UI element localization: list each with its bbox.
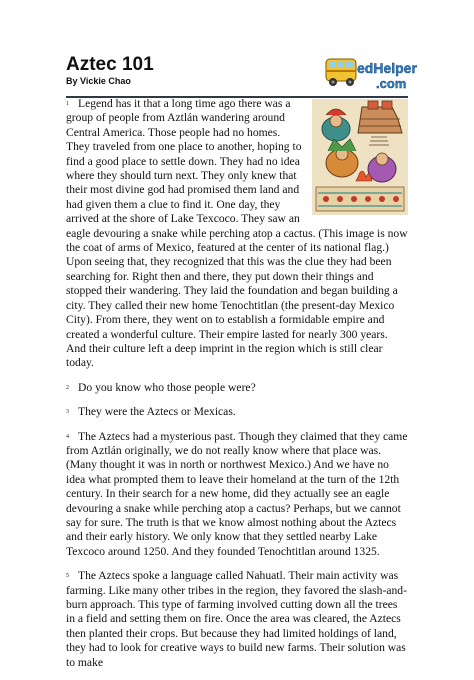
paragraph-number: 2 [66, 384, 69, 391]
paragraph-5 [66, 569, 408, 670]
edhelper-logo [324, 52, 417, 94]
paragraph-number: 4 [66, 433, 69, 440]
paragraph-4 [66, 430, 408, 560]
paragraph-number: 1 [66, 101, 69, 107]
paragraph-text: Legend has it that a long time ago there was a group of people from Aztlán wandering around Central America. Those people had no homes. They traveled from one place to another, hoping to find a good place to settle down. They had no idea where they should turn next. They only knew that their most divine god had promised them land and had given them a clue to find it. One day, they arrived at the shore of Lake Texcoco. They saw an eagle devouring a snake while perching atop a cactus. (This image is now the coat of arms of Mexico, featured at the center of its national flag.) Upon seeing that, they recognized that this was the clue they had been searching for. Right then and there, they put down their things and stopped their wandering. They laid the foundation and began building a city. They called their new home Tenochtitlan (the present-day Mexico City). From there, they went on to establish a formidable empire and created a wonderful culture. Their empire lasted for nearly 300 years. And their culture left a deep imprint in the region which is still clear today. [66, 97, 408, 370]
aztec-codex-illustration [312, 99, 408, 215]
svg-text:.com: .com [376, 76, 407, 91]
paragraph-text: The Aztecs had a mysterious past. Though they claimed that they came from Aztlán originally, we do not really know where that place was. (Many thought it was in north or northwest Mexico.) And we have no idea what prompted them to leave their homeland at the turn of the 12th century. In their search for a new home, did they actually see an eagle devouring a snake while perching atop a cactus? Perhaps, but we cannot say for sure. The truth is that we know almost nothing about the Aztecs and their early history. We only know that they settled nearby Lake Texcoco around 1250. And they founded Tenochtitlan around 1325. [66, 429, 408, 558]
paragraph-text: Do you know who those people were? [78, 380, 256, 394]
paragraph-3 [66, 405, 408, 419]
paragraph-number: 3 [66, 409, 69, 416]
paragraph-number: 5 [66, 573, 69, 580]
paragraph-2 [66, 381, 408, 395]
header [66, 52, 417, 96]
paragraph-text: They were the Aztecs or Mexicas. [78, 405, 236, 419]
article-body [66, 97, 408, 680]
page-title: Aztec 101 [66, 54, 154, 75]
byline: By Vickie Chao [66, 76, 131, 86]
svg-text:edHelper: edHelper [357, 60, 417, 76]
paragraph-text: The Aztecs spoke a language called Nahuatl. Their main activity was farming. Like many other tribes in the region, they favored the slash-and-burn approach. This type of farming involved cutting down all the trees in a field and setting them on fire. Once the area was cleared, the Aztecs then planted their crops. But because they had limited holdings of land, they had to look for creative ways to build new farms. Their solution was to make [66, 569, 407, 669]
paragraph-1 [66, 97, 408, 371]
